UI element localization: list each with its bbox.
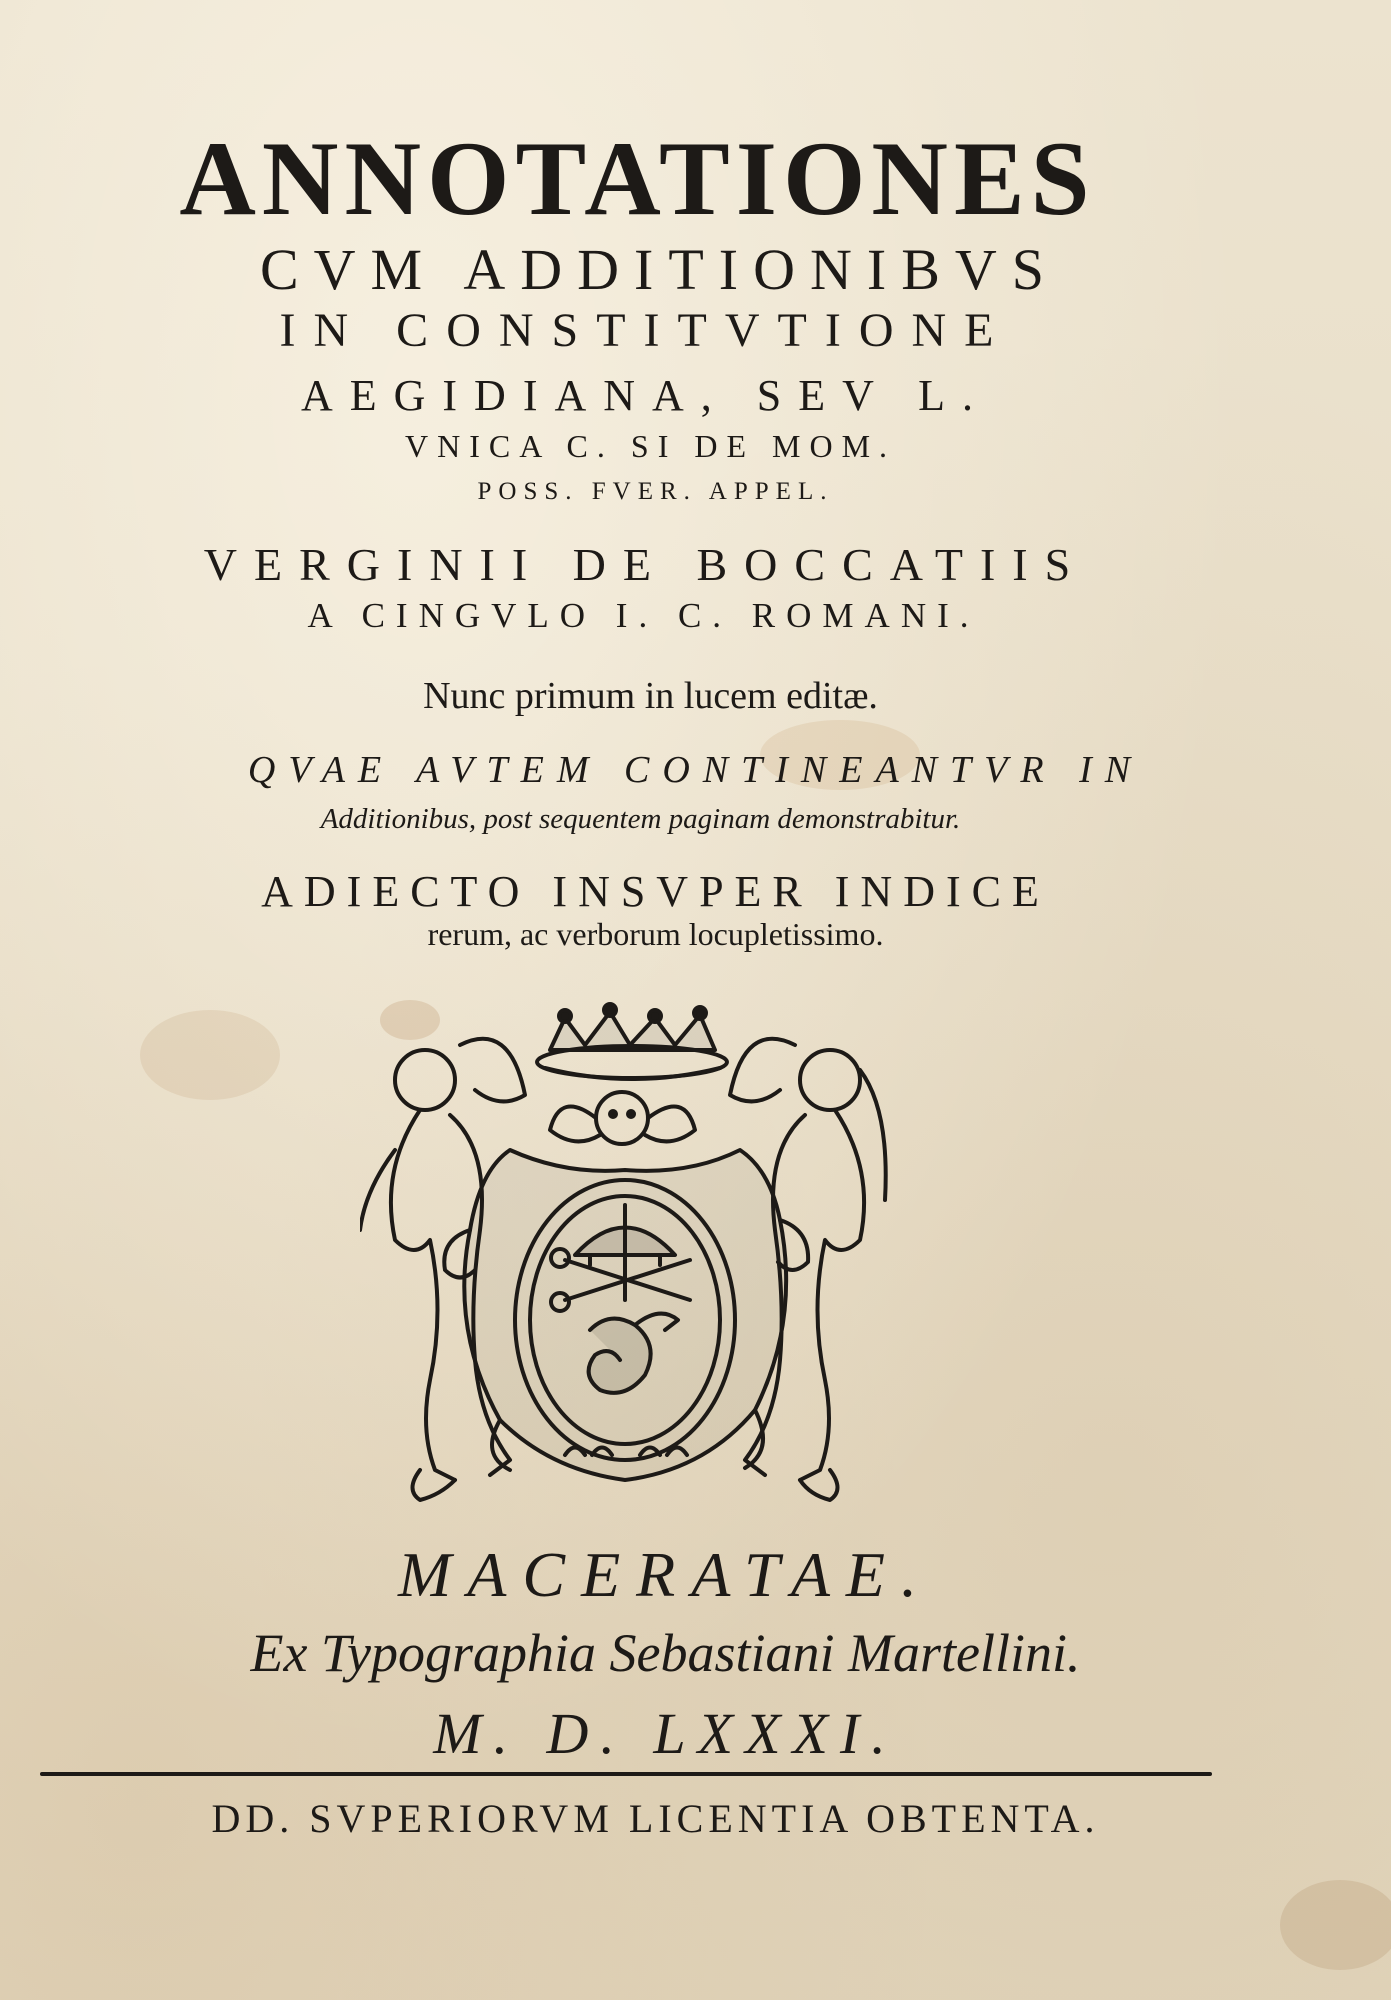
index-note-line-1: ADIECTO INSVPER INDICE <box>261 867 1050 916</box>
author-name: VERGINII DE BOCCATIIS <box>203 539 1088 590</box>
printers-coat-of-arms-woodcut <box>360 1000 890 1520</box>
index-note-line-2: rerum, ac verborum locupletissimo. <box>427 916 884 952</box>
edition-note: Nunc primum in lucem editæ. <box>423 675 878 717</box>
cartouche-frame <box>444 1150 808 1480</box>
book-title: ANNOTATIONES <box>179 120 1096 237</box>
subtitle-line-3: IN CONSTITVTIONE <box>279 304 1012 357</box>
subtitle-line-5: VNICA C. SI DE MOM. <box>404 428 897 464</box>
subtitle-line-2: CVM ADDITIONIBVS <box>259 237 1060 302</box>
license-line: DD. SVPERIORVM LICENTIA OBTENTA. <box>211 1796 1100 1841</box>
cherub-head-icon <box>550 1092 695 1144</box>
imprint-printer: Ex Typographia Sebastiani Martellini. <box>250 1623 1081 1683</box>
imprint-year: M. D. LXXXI. <box>433 1701 898 1766</box>
contents-note-line-1: QVAE AVTEM CONTINEANTVR IN <box>247 749 1144 791</box>
subtitle-line-6: POSS. FVER. APPEL. <box>477 478 834 505</box>
paper-stain <box>1280 1880 1391 1970</box>
horizontal-rule <box>40 1772 1212 1776</box>
contents-note-line-2: Additionibus, post sequentem paginam demonstrabitur. <box>320 803 961 835</box>
crown-icon <box>537 1004 727 1079</box>
subtitle-line-4: AEGIDIANA, SEV L. <box>300 371 991 420</box>
paper-stain <box>140 1010 280 1100</box>
author-origin: A CINGVLO I. C. ROMANI. <box>307 596 980 635</box>
imprint-place: MACERATAE. <box>397 1539 934 1610</box>
